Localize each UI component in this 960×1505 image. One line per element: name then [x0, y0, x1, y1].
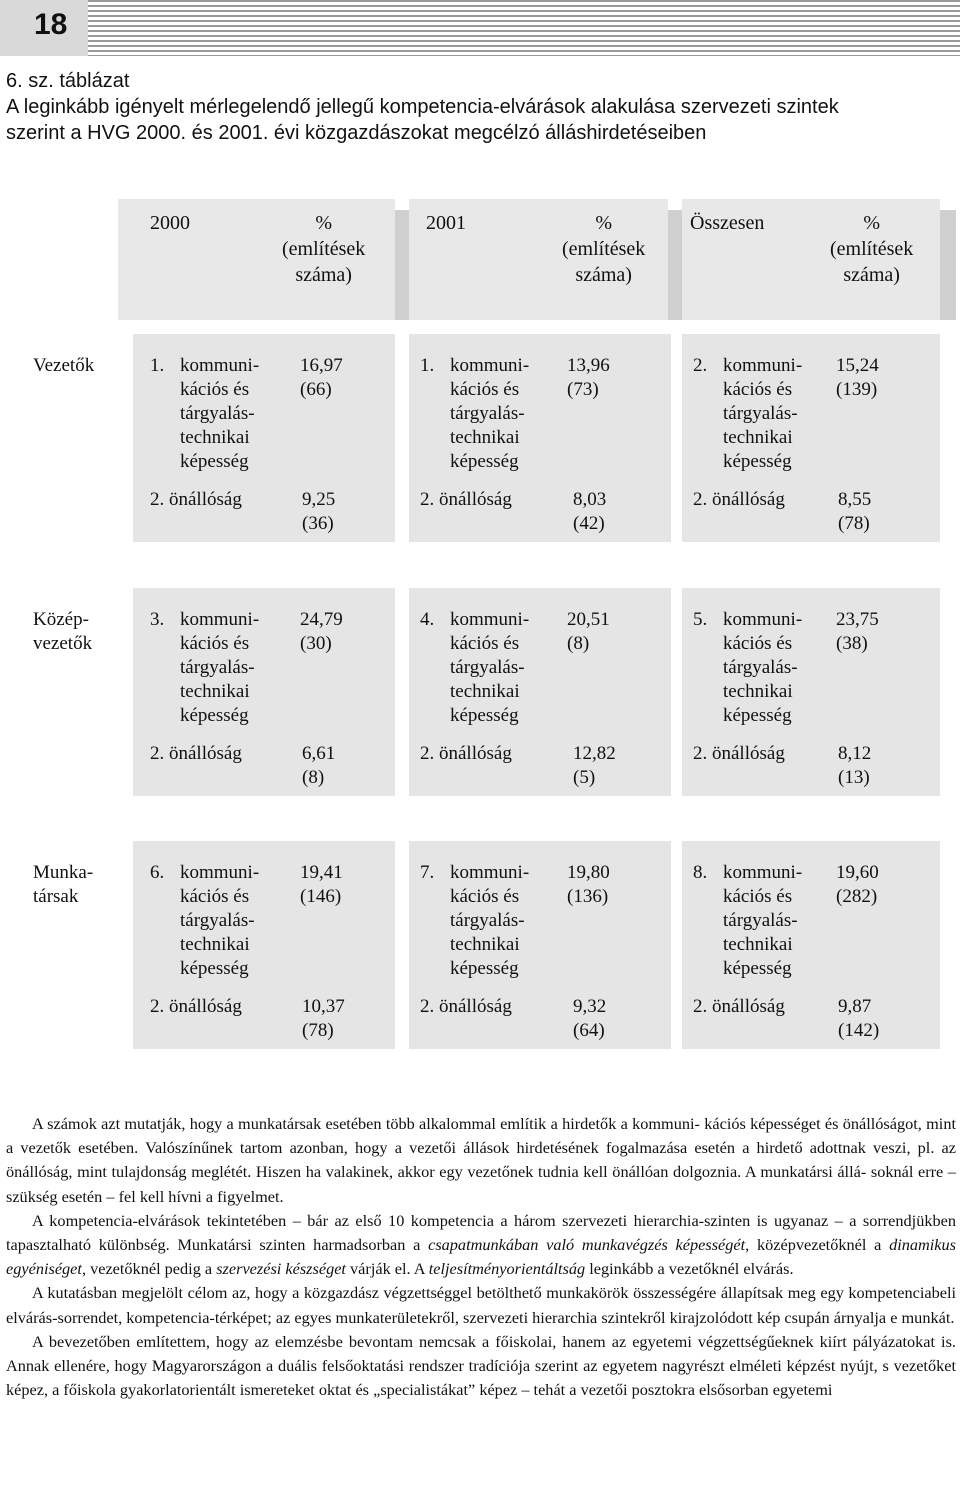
header-shade-1 — [395, 210, 409, 320]
header-2000: 2000 — [150, 212, 190, 234]
percent-value-2 — [302, 995, 345, 1043]
competency-text-line: kommuni- — [180, 862, 260, 883]
percent: 15,24 — [836, 355, 879, 376]
competency-text-line: képesség — [450, 451, 519, 472]
competency-text-line: technikai — [180, 427, 250, 448]
competency-text-line: tárgyalás- — [450, 657, 525, 678]
competency-text-line: képesség — [450, 705, 519, 726]
p2-part-a: A kompetencia-elvárások tekintetében – bár az első 10 kompetencia a három szervezeti hierarchia-szinten is ugyanaz – a sorrendjükben tapasztalható különbség. Munkatársi szinten harmadsorban a — [6, 1210, 956, 1255]
competency-text-line: tárgyalás- — [180, 910, 255, 931]
percent: 10,37 — [302, 995, 345, 1017]
mention-count: (8) — [302, 766, 325, 788]
percent: 12,82 — [573, 742, 616, 764]
mention-count: (78) — [302, 1019, 334, 1041]
competency-item-2: 2. önállóság — [420, 995, 512, 1017]
mention-count: (78) — [838, 512, 870, 534]
competency-text-line: kommuni- — [723, 609, 803, 630]
percent-value — [300, 608, 343, 656]
percent-value — [836, 608, 879, 656]
competency-text-line: kommuni- — [180, 355, 260, 376]
competency-text-line: technikai — [723, 934, 793, 955]
row-label — [33, 354, 94, 378]
mention-count: (8) — [567, 633, 590, 654]
competency-rank: 1. — [420, 355, 435, 376]
row-label — [33, 608, 92, 656]
row-label-line: vezetők — [33, 633, 93, 654]
competency-text-line: kációs és — [180, 886, 250, 907]
competency-rank: 4. — [420, 609, 435, 630]
mention-count: (66) — [300, 379, 332, 400]
competency-rank: 2. — [693, 355, 708, 376]
competency-text-line: tárgyalás- — [450, 910, 525, 931]
header-2001: 2001 — [426, 212, 466, 234]
competency-rank: 1. — [150, 355, 165, 376]
header-percent-2000-l1: % — [315, 212, 332, 234]
percent-value-2 — [302, 488, 335, 536]
competency-rank: 3. — [150, 609, 165, 630]
mention-count: (139) — [836, 379, 878, 400]
competency-item-2: 2. önállóság — [693, 742, 785, 764]
paragraph-1-line-3: állások hirdetésének fogalmazása esetén a hirdető adottnak veszi, pl. az önállóság, mint tulajdonság — [6, 1138, 956, 1182]
table-number: 6. sz. táblázat — [6, 70, 130, 92]
competency-text-line: kációs és — [723, 379, 793, 400]
mention-count: (282) — [836, 886, 878, 907]
percent: 13,96 — [567, 355, 610, 376]
header-shade-2 — [668, 210, 682, 320]
competency-text-line: technikai — [450, 427, 520, 448]
competency-item — [693, 354, 802, 474]
percent: 16,97 — [300, 355, 343, 376]
percent-value-2 — [302, 742, 335, 790]
p2-italic-3: szervezési készséget — [216, 1259, 346, 1279]
percent: 19,41 — [300, 862, 343, 883]
percent: 6,61 — [302, 742, 336, 764]
competency-text-line: tárgyalás- — [450, 403, 525, 424]
mention-count: (38) — [836, 633, 868, 654]
competency-text-line: kommuni- — [450, 355, 530, 376]
page-number: 18 — [34, 8, 68, 41]
competency-text-line: képesség — [180, 958, 249, 979]
competency-item — [693, 861, 802, 981]
mention-count: (42) — [573, 512, 605, 534]
paragraph-1 — [6, 1112, 956, 1209]
competency-item-2: 2. önállóság — [693, 995, 785, 1017]
paragraph-1-line-2: kációs képességet és önállóságot, mint a vezetők esetében. Valószínűnek tartom azonban, hogy a vezetői — [6, 1114, 956, 1158]
competency-text-line: technikai — [723, 681, 793, 702]
competency-text-line: képesség — [180, 705, 249, 726]
row-panel-gap — [395, 841, 409, 1049]
competency-text-line: kációs és — [450, 379, 520, 400]
competency-item-2: 2. önállóság — [693, 488, 785, 510]
table-title-line-2: szerint a HVG 2000. és 2001. évi közgazdászokat megcélzó álláshirdetéseiben — [6, 122, 707, 144]
competency-item — [420, 608, 529, 728]
mention-count: (64) — [573, 1019, 605, 1041]
mention-count: (146) — [300, 886, 342, 907]
header-percent-2001-l2: (említések — [562, 238, 646, 260]
competency-text-line: képesség — [723, 958, 792, 979]
competency-item-2: 2. önállóság — [150, 995, 242, 1017]
percent-value — [836, 861, 879, 909]
competency-text-line: tárgyalás- — [723, 657, 798, 678]
row-panel-gap — [395, 334, 409, 542]
competency-text-line: kommuni- — [723, 355, 803, 376]
table-caption — [6, 68, 956, 146]
header-percent-total — [830, 210, 913, 288]
competency-text-line: tárgyalás- — [723, 910, 798, 931]
header-hatch-band — [88, 0, 960, 56]
row-label-line: Munka- — [33, 862, 94, 883]
competency-text-line: kommuni- — [450, 609, 530, 630]
row-label — [33, 861, 93, 909]
header-percent-total-l1: % — [863, 212, 880, 234]
competency-text-line: kációs és — [450, 633, 520, 654]
percent-value-2 — [838, 742, 871, 790]
row-label-line: Vezetők — [33, 355, 95, 376]
percent: 8,12 — [838, 742, 872, 764]
competency-text-line: kációs és — [450, 886, 520, 907]
competency-item-2: 2. önállóság — [150, 488, 242, 510]
percent-value-2 — [573, 488, 606, 536]
header-percent-2001-l1: % — [595, 212, 612, 234]
competency-item — [420, 861, 529, 981]
percent-value — [300, 354, 343, 402]
competency-text-line: technikai — [723, 427, 793, 448]
competency-rank: 8. — [693, 862, 708, 883]
percent-value — [567, 354, 610, 402]
competency-text-line: tárgyalás- — [723, 403, 798, 424]
competency-rank: 5. — [693, 609, 708, 630]
percent: 19,80 — [567, 862, 610, 883]
header-percent-2000 — [282, 210, 365, 288]
row-panel-gap — [395, 588, 409, 796]
p2-part-c: , vezetőknél pedig a — [81, 1259, 217, 1279]
competency-item — [150, 608, 259, 728]
percent: 24,79 — [300, 609, 343, 630]
competency-text-line: technikai — [180, 681, 250, 702]
mention-count: (30) — [300, 633, 332, 654]
competency-item-2: 2. önállóság — [420, 742, 512, 764]
mention-count: (13) — [838, 766, 870, 788]
paragraph-1-line-5: soknál erre – szükség esetén – fel kell hívni a figyelmet. — [6, 1162, 956, 1206]
competency-text-line: képesség — [180, 451, 249, 472]
header-shade-3 — [940, 210, 956, 320]
mention-count: (73) — [567, 379, 599, 400]
competency-rank: 7. — [420, 862, 435, 883]
competency-text-line: tárgyalás- — [180, 403, 255, 424]
competency-rank: 6. — [150, 862, 165, 883]
percent-value-2 — [573, 995, 606, 1043]
percent: 8,55 — [838, 488, 872, 510]
header-percent-2001-l3: száma) — [575, 264, 632, 286]
competency-item — [693, 608, 802, 728]
percent-value-2 — [838, 995, 879, 1043]
competency-text-line: képesség — [723, 705, 792, 726]
percent-value — [836, 354, 879, 402]
competency-item — [420, 354, 529, 474]
header-percent-2000-l2: (említések — [282, 238, 366, 260]
mention-count: (136) — [567, 886, 609, 907]
percent-value-2 — [573, 742, 616, 790]
competency-text-line: képesség — [450, 958, 519, 979]
percent: 9,87 — [838, 995, 872, 1017]
mention-count: (36) — [302, 512, 334, 534]
competency-item — [150, 354, 259, 474]
row-label-line: társak — [33, 886, 79, 907]
competency-text-line: kommuni- — [723, 862, 803, 883]
competency-text-line: technikai — [450, 934, 520, 955]
mention-count: (142) — [838, 1019, 880, 1041]
competency-item-2: 2. önállóság — [150, 742, 242, 764]
percent: 19,60 — [836, 862, 879, 883]
paragraph-4: A bevezetőben említettem, hogy az elemzésbe bevontam nemcsak a főiskolai, hanem az egyetemi végzettségűeknek kiírt pályázatokat is. Annak ellenére, hogy Magyarországon a duális felsőoktatási rendszer tradíciója szerint az egyetem nagyrészt elméleti képzést nyújt, s vezetőket képez, a főiskola gyakorlatorientált ismereteket oktat és „specialistákat” képez – tehát a vezetői posztokra elsősorban egyetemi — [6, 1331, 956, 1400]
percent: 8,03 — [573, 488, 607, 510]
table-title-line-1: A leginkább igényelt mérlegelendő jellegű kompetencia-elvárások alakulása szervezeti szintek — [6, 96, 839, 118]
p2-part-b: , középvezetőknél a — [745, 1235, 890, 1255]
header-percent-total-l2: (említések — [830, 238, 914, 260]
percent: 9,32 — [573, 995, 607, 1017]
competency-text-line: technikai — [450, 681, 520, 702]
competency-text-line: kommuni- — [450, 862, 530, 883]
row-label-line: Közép- — [33, 609, 89, 630]
p2-italic-2: dinamikus egyéniséget — [6, 1235, 956, 1279]
competency-item-2: 2. önállóság — [420, 488, 512, 510]
percent-value — [567, 861, 610, 909]
header-percent-2000-l3: száma) — [295, 264, 352, 286]
competency-text-line: kációs és — [180, 633, 250, 654]
percent: 20,51 — [567, 609, 610, 630]
header-total: Összesen — [690, 212, 765, 234]
p2-part-d: várják el. A — [345, 1259, 429, 1279]
competency-text-line: képesség — [723, 451, 792, 472]
header-percent-total-l3: száma) — [843, 264, 900, 286]
p2-italic-4: teljesítményorientáltság — [428, 1259, 586, 1279]
p2-italic-1: csapatmunkában való munkavégzés képességét — [428, 1235, 746, 1255]
percent: 9,25 — [302, 488, 336, 510]
competency-text-line: kommuni- — [180, 609, 260, 630]
body-text — [6, 1112, 956, 1402]
paragraph-3: A kutatásban megjelölt célom az, hogy a közgazdász végzettséggel betölthető munkakörök összességére állapítsak meg egy kompetenciabeli elvárás-sorrendet, kompetencia-térképet; az egyes munkaterületekről, szervezeti hierarchia szintekről kirajzolódott kép csupán árnyalja e munkát. — [6, 1283, 956, 1327]
mention-count: (5) — [573, 766, 596, 788]
competency-item — [150, 861, 259, 981]
competency-text-line: kációs és — [723, 886, 793, 907]
paragraph-1-line-1: A számok azt mutatják, hogy a munkatársak esetében több alkalommal említik a hirdetők a kommuni- — [32, 1114, 705, 1133]
p2-part-e: leginkább a vezetőknél elvárás. — [585, 1259, 794, 1279]
header-percent-2001 — [562, 210, 645, 288]
percent: 23,75 — [836, 609, 879, 630]
competency-text-line: technikai — [180, 934, 250, 955]
percent-value — [567, 608, 610, 656]
competency-text-line: tárgyalás- — [180, 657, 255, 678]
percent-value-2 — [838, 488, 871, 536]
competency-text-line: kációs és — [723, 633, 793, 654]
percent-value — [300, 861, 343, 909]
paragraph-1-line-4: meglétét. Hiszen ha valakinek, akkor egy vezetőnek tudnia kell önállóan dolgoznia. A munkatársi állá- — [191, 1162, 871, 1182]
competency-text-line: kációs és — [180, 379, 250, 400]
paragraph-2 — [6, 1209, 956, 1282]
